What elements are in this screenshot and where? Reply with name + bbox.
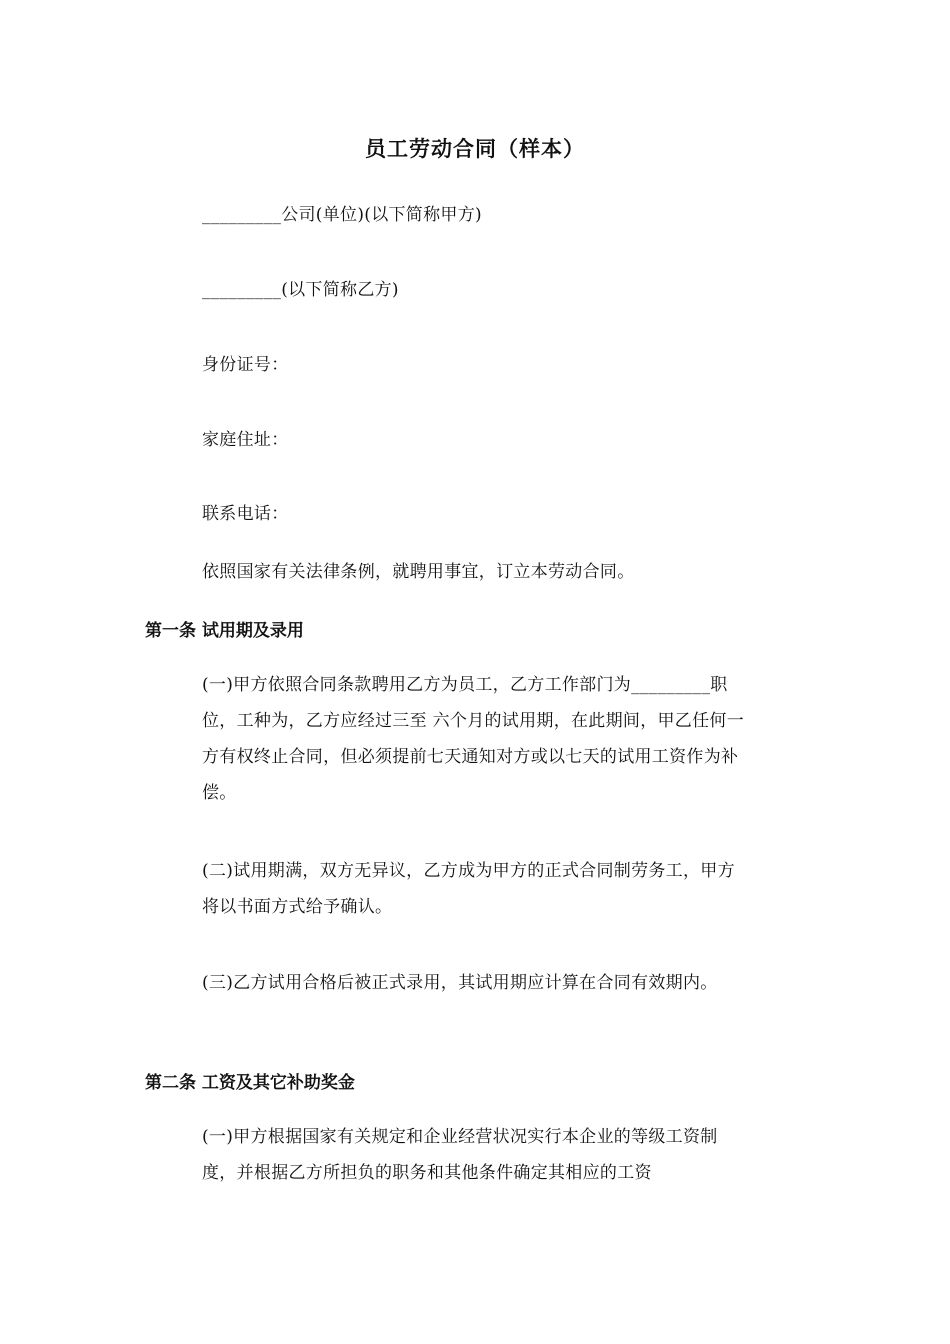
- phone-label: 联系电话：: [202, 504, 289, 524]
- home-address-label: 家庭住址：: [202, 430, 289, 450]
- article-1-heading: 第一条 试用期及录用: [145, 621, 304, 641]
- article-1-clause-2: (二)试用期满，双方无异议，乙方成为甲方的正式合同制劳务工，甲方将以书面方式给予确认。: [202, 861, 735, 917]
- article-1-clause-3: (三)乙方试用合格后被正式录用，其试用期应计算在合同有效期内。: [202, 973, 718, 993]
- document-title: 员工劳动合同（样本）: [365, 136, 585, 161]
- article-2-heading: 第二条 工资及其它补助奖金: [145, 1073, 355, 1093]
- id-number-label: 身份证号：: [202, 355, 289, 375]
- party-b-line: _________(以下简称乙方): [202, 280, 399, 300]
- article-1-clause-1: (一)甲方依照合同条款聘用乙方为员工，乙方工作部门为_________职位，工种为，乙方应经过三至 六个月的试用期，在此期间，甲乙任何一方有权终止合同，但必须提前七天通知对方或以七天的试用工资作为补偿。: [202, 675, 745, 803]
- party-a-line: _________公司(单位)(以下简称甲方): [202, 205, 482, 225]
- preamble-text: 依照国家有关法律条例，就聘用事宜，订立本劳动合同。: [202, 562, 635, 582]
- article-2-clause-1: (一)甲方根据国家有关规定和企业经营状况实行本企业的等级工资制度，并根据乙方所担负的职务和其他条件确定其相应的工资: [202, 1127, 718, 1183]
